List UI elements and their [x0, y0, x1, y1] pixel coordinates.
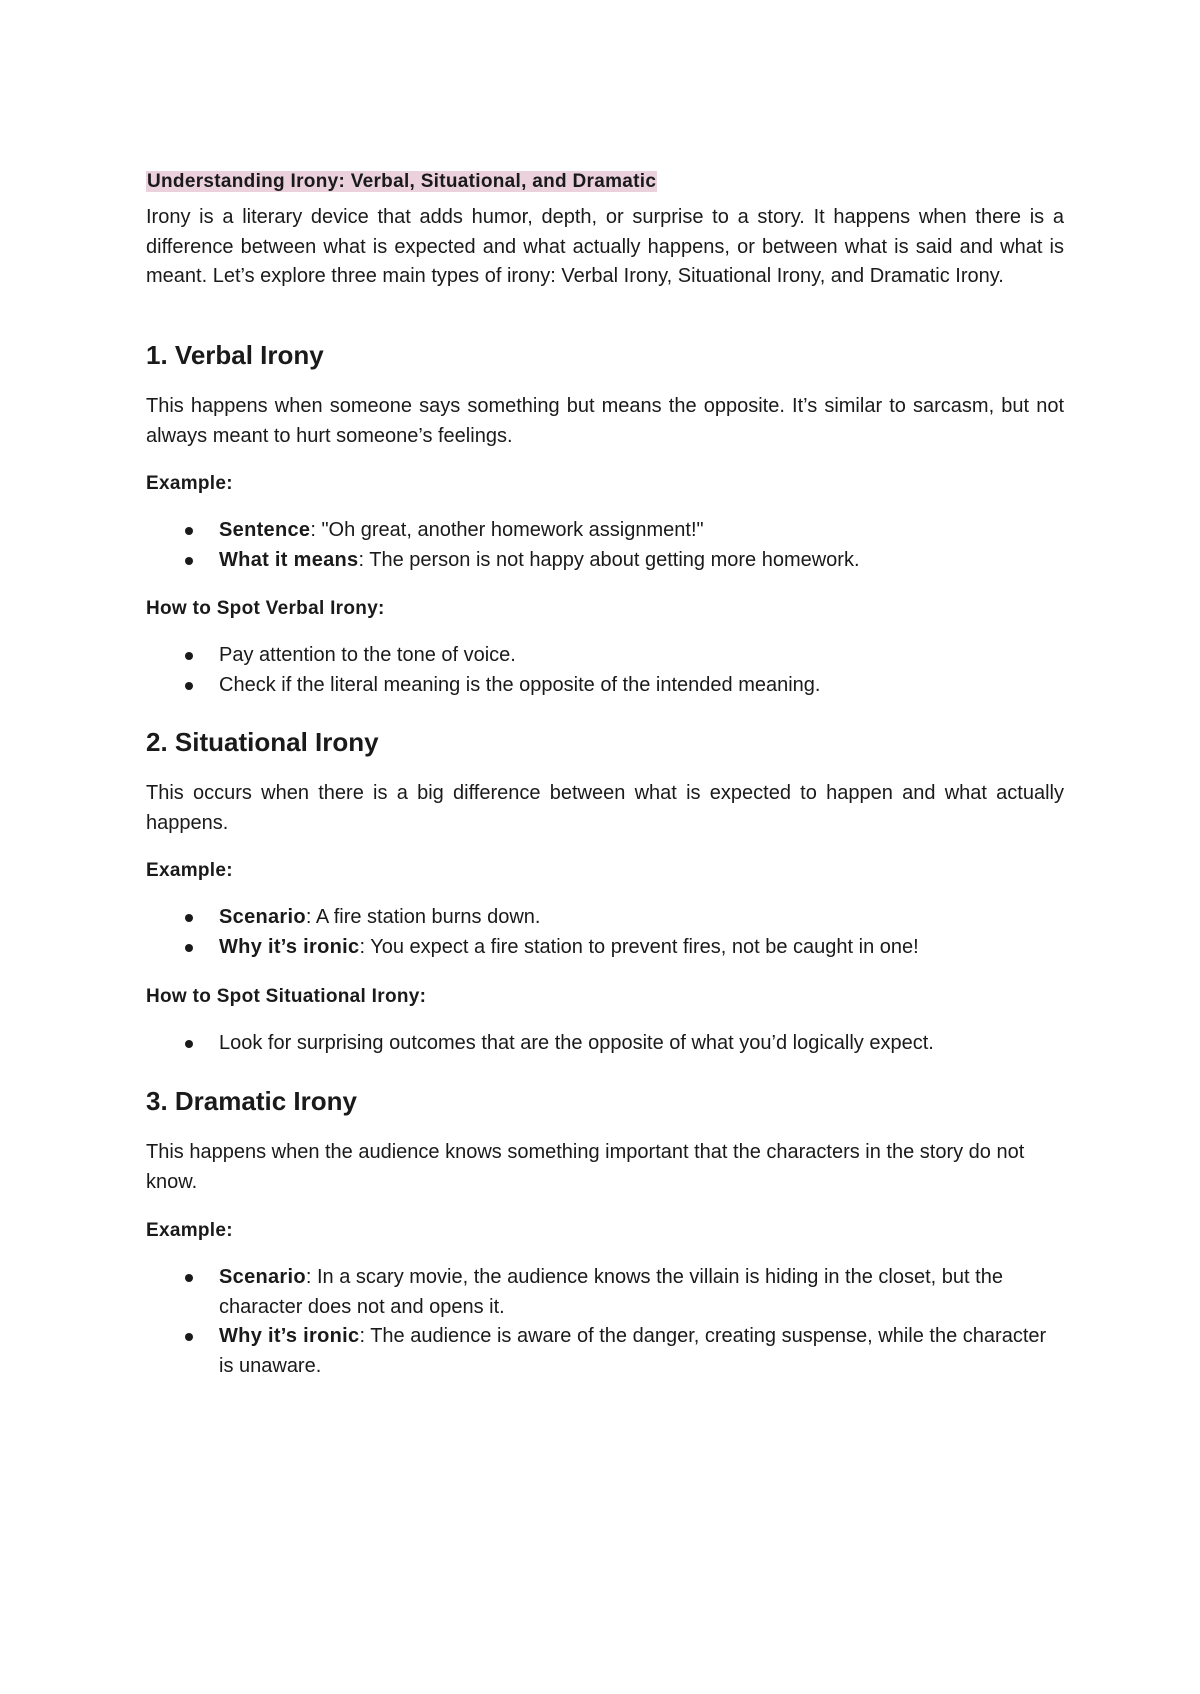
example-text: : "Oh great, another homework assignment!": [310, 519, 704, 541]
section-heading-verbal-irony: 1. Verbal Irony: [146, 340, 324, 370]
spot-item-text: Check if the literal meaning is the opposite of the intended meaning.: [219, 673, 821, 696]
example-term: What it means: [219, 548, 359, 571]
example-term: Scenario: [219, 1266, 306, 1288]
list-item: [146, 1263, 1064, 1322]
document-title: [146, 168, 657, 196]
spot-label-situational-irony: How to Spot Situational Irony:: [146, 986, 427, 1007]
example-list-dramatic-irony: [146, 1263, 1064, 1381]
example-list-verbal-irony: [146, 516, 1064, 575]
example-term: Why it’s ironic: [219, 1325, 360, 1347]
list-item: [146, 546, 1064, 576]
spot-item-text: Look for surprising outcomes that are the opposite of what you’d logically expect.: [219, 1032, 934, 1054]
spot-label-verbal-irony: How to Spot Verbal Irony:: [146, 598, 385, 619]
section-heading-dramatic-irony: 3. Dramatic Irony: [146, 1086, 357, 1116]
section-heading-situational-irony: 2. Situational Irony: [146, 727, 379, 757]
document-title-text: Understanding Irony: Verbal, Situational, and Dramatic: [147, 171, 657, 192]
example-text: : You expect a fire station to prevent fires, not be caught in one!: [359, 935, 919, 958]
bullet-icon: [185, 652, 193, 660]
intro-paragraph: Irony is a literary device that adds humor, depth, or surprise to a story. It happens when there is a difference between what is expected and what actually happens, or between what is said and what is meant. Let’s explore three main types of irony: Verbal Irony, Situational Irony, and Dramatic Irony.: [146, 206, 1064, 287]
bullet-icon: [185, 1040, 193, 1048]
list-item: [146, 1029, 1064, 1059]
example-text: : A fire station burns down.: [305, 906, 541, 928]
example-label-dramatic-irony: Example:: [146, 1220, 233, 1241]
list-item: [146, 933, 1064, 963]
bullet-icon: [185, 1333, 193, 1341]
example-label-verbal-irony: Example:: [146, 473, 233, 494]
example-term: Why it’s ironic: [219, 935, 360, 958]
list-item: [146, 1322, 1064, 1381]
list-item: [146, 903, 1064, 933]
spot-list-verbal-irony: [146, 641, 1064, 700]
bullet-icon: [185, 1274, 193, 1282]
example-term: Sentence: [219, 519, 311, 541]
list-item: [146, 641, 1064, 671]
list-item: [146, 671, 1064, 701]
section-description-dramatic-irony: This happens when the audience knows something important that the characters in the story do not know.: [146, 1141, 1025, 1193]
example-list-situational-irony: [146, 903, 1064, 962]
section-description-situational-irony: This occurs when there is a big difference between what is expected to happen and what actually happens.: [146, 782, 1064, 834]
bullet-icon: [185, 557, 193, 565]
example-term: Scenario: [219, 906, 306, 928]
spot-list-situational-irony: [146, 1029, 1064, 1059]
example-text: : The audience is aware of the danger, creating suspense, while the character is unaware.: [219, 1325, 1047, 1377]
list-item: [146, 516, 1064, 546]
section-description-verbal-irony: This happens when someone says something but means the opposite. It’s similar to sarcasm, but not always meant to hurt someone’s feelings.: [146, 395, 1064, 447]
bullet-icon: [185, 682, 193, 690]
example-text: : In a scary movie, the audience knows the villain is hiding in the closet, but the character does not and opens it.: [219, 1266, 1003, 1318]
document-page: [146, 0, 1064, 1694]
example-label-situational-irony: Example:: [146, 860, 233, 881]
bullet-icon: [185, 944, 193, 952]
example-text: : The person is not happy about getting more homework.: [358, 548, 860, 571]
bullet-icon: [185, 527, 193, 535]
bullet-icon: [185, 914, 193, 922]
spot-item-text: Pay attention to the tone of voice.: [219, 644, 516, 666]
